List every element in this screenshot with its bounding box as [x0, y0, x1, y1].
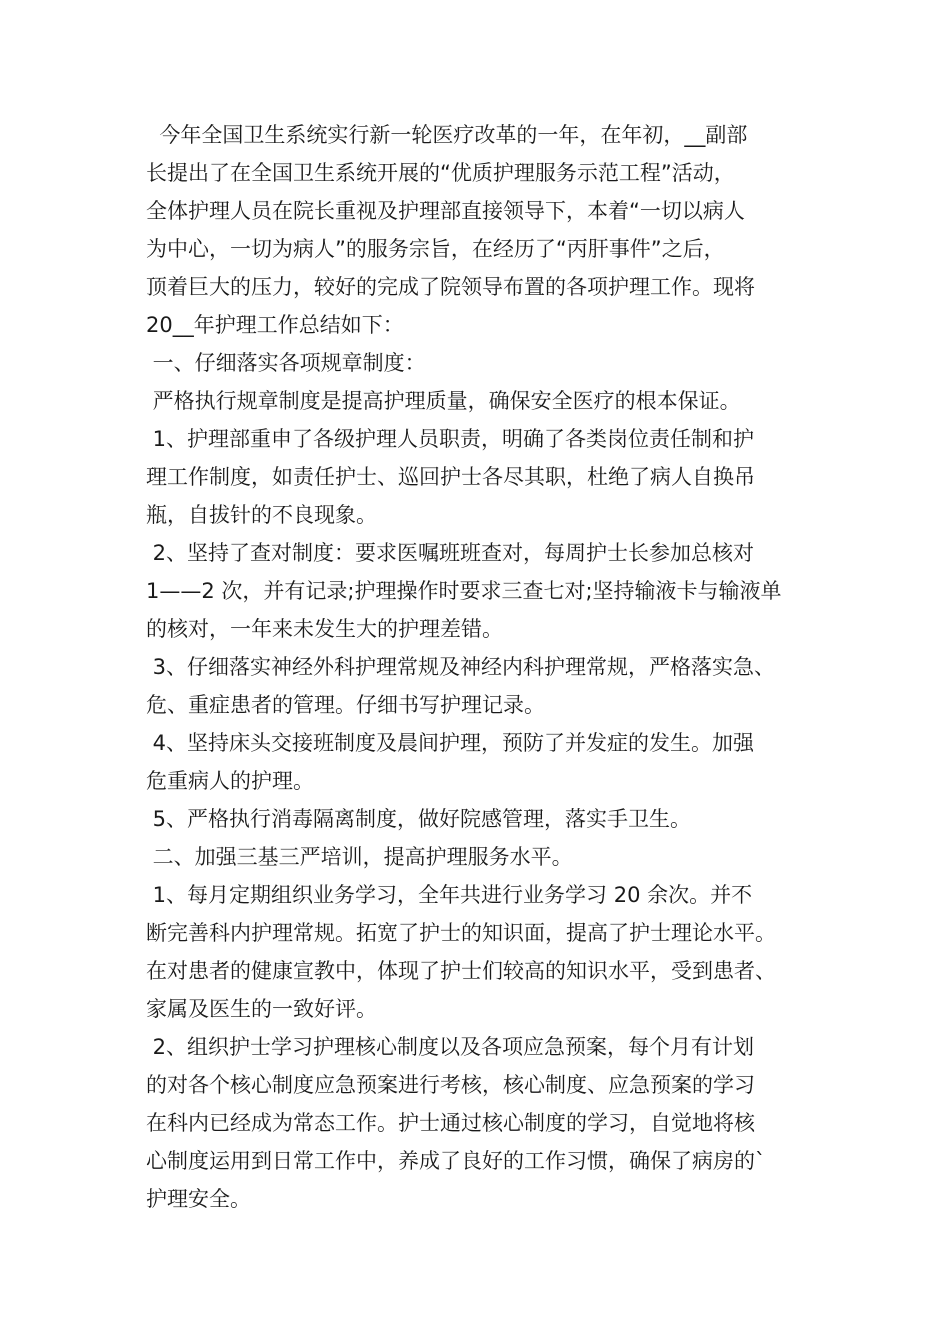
text-line: 理工作制度，如责任护士、巡回护士各尽其职，杜绝了病人自换吊 [146, 465, 755, 489]
text-line: 瓶，自拔针的不良现象。 [146, 503, 377, 527]
text-line: 危、重症患者的管理。仔细书写护理记录。 [146, 693, 545, 717]
text-line: 家属及医生的一致好评。 [146, 997, 377, 1021]
text-line: 顶着巨大的压力，较好的完成了院领导布置的各项护理工作。现将 [146, 275, 755, 299]
text-line: 4、坚持床头交接班制度及晨间护理，预防了并发症的发生。加强 [146, 731, 755, 755]
text-line: 长提出了在全国卫生系统开展的“优质护理服务示范工程”活动， [146, 161, 735, 185]
text-line: 危重病人的护理。 [146, 769, 314, 793]
section-heading: 一、仔细落实各项规章制度： [146, 351, 426, 375]
text-line: 2、坚持了查对制度：要求医嘱班班查对，每周护士长参加总核对 [146, 541, 755, 565]
text-line: 全体护理人员在院长重视及护理部直接领导下，本着“一切以病人 [146, 199, 745, 223]
text-line: 心制度运用到日常工作中，养成了良好的工作习惯，确保了病房的` [146, 1149, 766, 1173]
text-line: 的核对，一年来未发生大的护理差错。 [146, 617, 503, 641]
text-line: 5、严格执行消毒隔离制度，做好院感管理，落实手卫生。 [146, 807, 692, 831]
text-line: 的对各个核心制度应急预案进行考核，核心制度、应急预案的学习 [146, 1073, 755, 1097]
text-line: 在科内已经成为常态工作。护士通过核心制度的学习，自觉地将核 [146, 1111, 755, 1135]
text-line: 1——2 次，并有记录;护理操作时要求三查七对;坚持输液卡与输液单 [146, 579, 782, 603]
text-line: 为中心，一切为病人”的服务宗旨，在经历了“丙肝事件”之后， [146, 237, 725, 261]
text-line: 断完善科内护理常规。拓宽了护士的知识面，提高了护士理论水平。 [146, 921, 776, 945]
text-line: 护理安全。 [146, 1187, 251, 1211]
text-line: 1、每月定期组织业务学习，全年共进行业务学习 20 余次。并不 [146, 883, 753, 907]
text-line: 2、组织护士学习护理核心制度以及各项应急预案，每个月有计划 [146, 1035, 755, 1059]
text-line: 20__年护理工作总结如下： [146, 313, 404, 337]
text-line: 在对患者的健康宣教中，体现了护士们较高的知识水平，受到患者、 [146, 959, 776, 983]
text-line: 1、护理部重申了各级护理人员职责，明确了各类岗位责任制和护 [146, 427, 755, 451]
text-line: 今年全国卫生系统实行新一轮医疗改革的一年，在年初，__副部 [146, 123, 748, 147]
section-heading: 二、加强三基三严培训，提高护理服务水平。 [146, 845, 573, 869]
text-line: 3、仔细落实神经外科护理常规及神经内科护理常规，严格落实急、 [146, 655, 776, 679]
text-line: 严格执行规章制度是提高护理质量，确保安全医疗的根本保证。 [146, 389, 741, 413]
